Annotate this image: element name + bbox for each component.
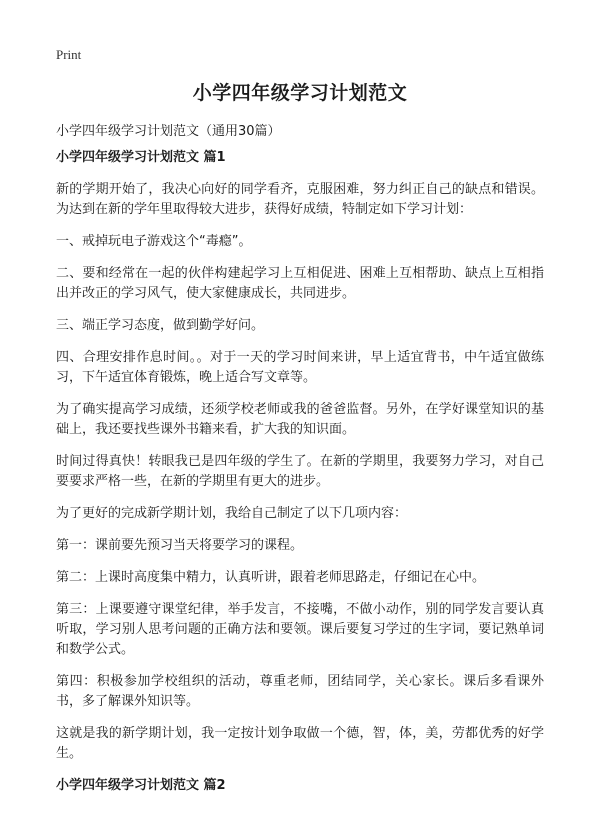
paragraph: 三、端正学习态度，做到勤学好问。	[56, 318, 265, 333]
paragraph: 为了确实提高学习成绩，还须学校老师或我的爸爸监督。另外，在学好课堂知识的基础上，我还要找些课外书籍来看，扩大我的知识面。	[56, 402, 544, 437]
paragraph: 第二：上课时高度集中精力，认真听讲，跟着老师思路走，仔细记在心中。	[56, 570, 486, 585]
print-link[interactable]: Print	[56, 47, 82, 62]
section-heading-2: 小学四年级学习计划范文 篇2	[56, 778, 226, 793]
paragraph: 第三：上课要遵守课堂纪律，举手发言，不接嘴，不做小动作，别的同学发言要认真听取，学习别人思考问题的正确方法和要领。课后要复习学过的生字词，要记熟单词和数学公式。	[56, 602, 544, 657]
paragraph: 新的学期开始了，我决心向好的同学看齐，克服困难，努力纠正自己的缺点和错误。为达到在新的学年里取得较大进步，获得好成绩，特制定如下学习计划：	[56, 182, 544, 217]
paragraph: 这就是我的新学期计划，我一定按计划争取做一个德，智，体，美，劳都优秀的好学生。	[56, 726, 544, 761]
article-body	[56, 148, 544, 808]
paragraph: 为了更好的完成新学期计划，我给自己制定了以下几项内容：	[56, 506, 408, 521]
paragraph: 四、合理安排作息时间。。对于一天的学习时间来讲，早上适宜背书，中午适宜做练习，下午适宜体育锻炼，晚上适合写文章等。	[56, 350, 544, 385]
paragraph: 一、戒掉玩电子游戏这个“毒瘾”。	[56, 234, 252, 249]
paragraph: 时间过得真快！转眼我已是四年级的学生了。在新的学期里，我要努力学习，对自己要要求严格一些，在新的学期里有更大的进步。	[56, 454, 544, 489]
page-title: 小学四年级学习计划范文	[192, 82, 408, 104]
paragraph: 二、要和经常在一起的伙伴构建起学习上互相促进、困难上互相帮助、缺点上互相指出并改正的学习风气，使大家健康成长，共同进步。	[56, 266, 544, 301]
section-heading-1: 小学四年级学习计划范文 篇1	[56, 150, 226, 165]
paragraph: 第一：课前要先预习当天将要学习的课程。	[56, 538, 304, 553]
paragraph: 第四：积极参加学校组织的活动，尊重老师，团结同学，关心家长。课后多看课外书，多了解课外知识等。	[56, 674, 544, 709]
page-subtitle: 小学四年级学习计划范文（通用30篇）	[56, 124, 281, 139]
